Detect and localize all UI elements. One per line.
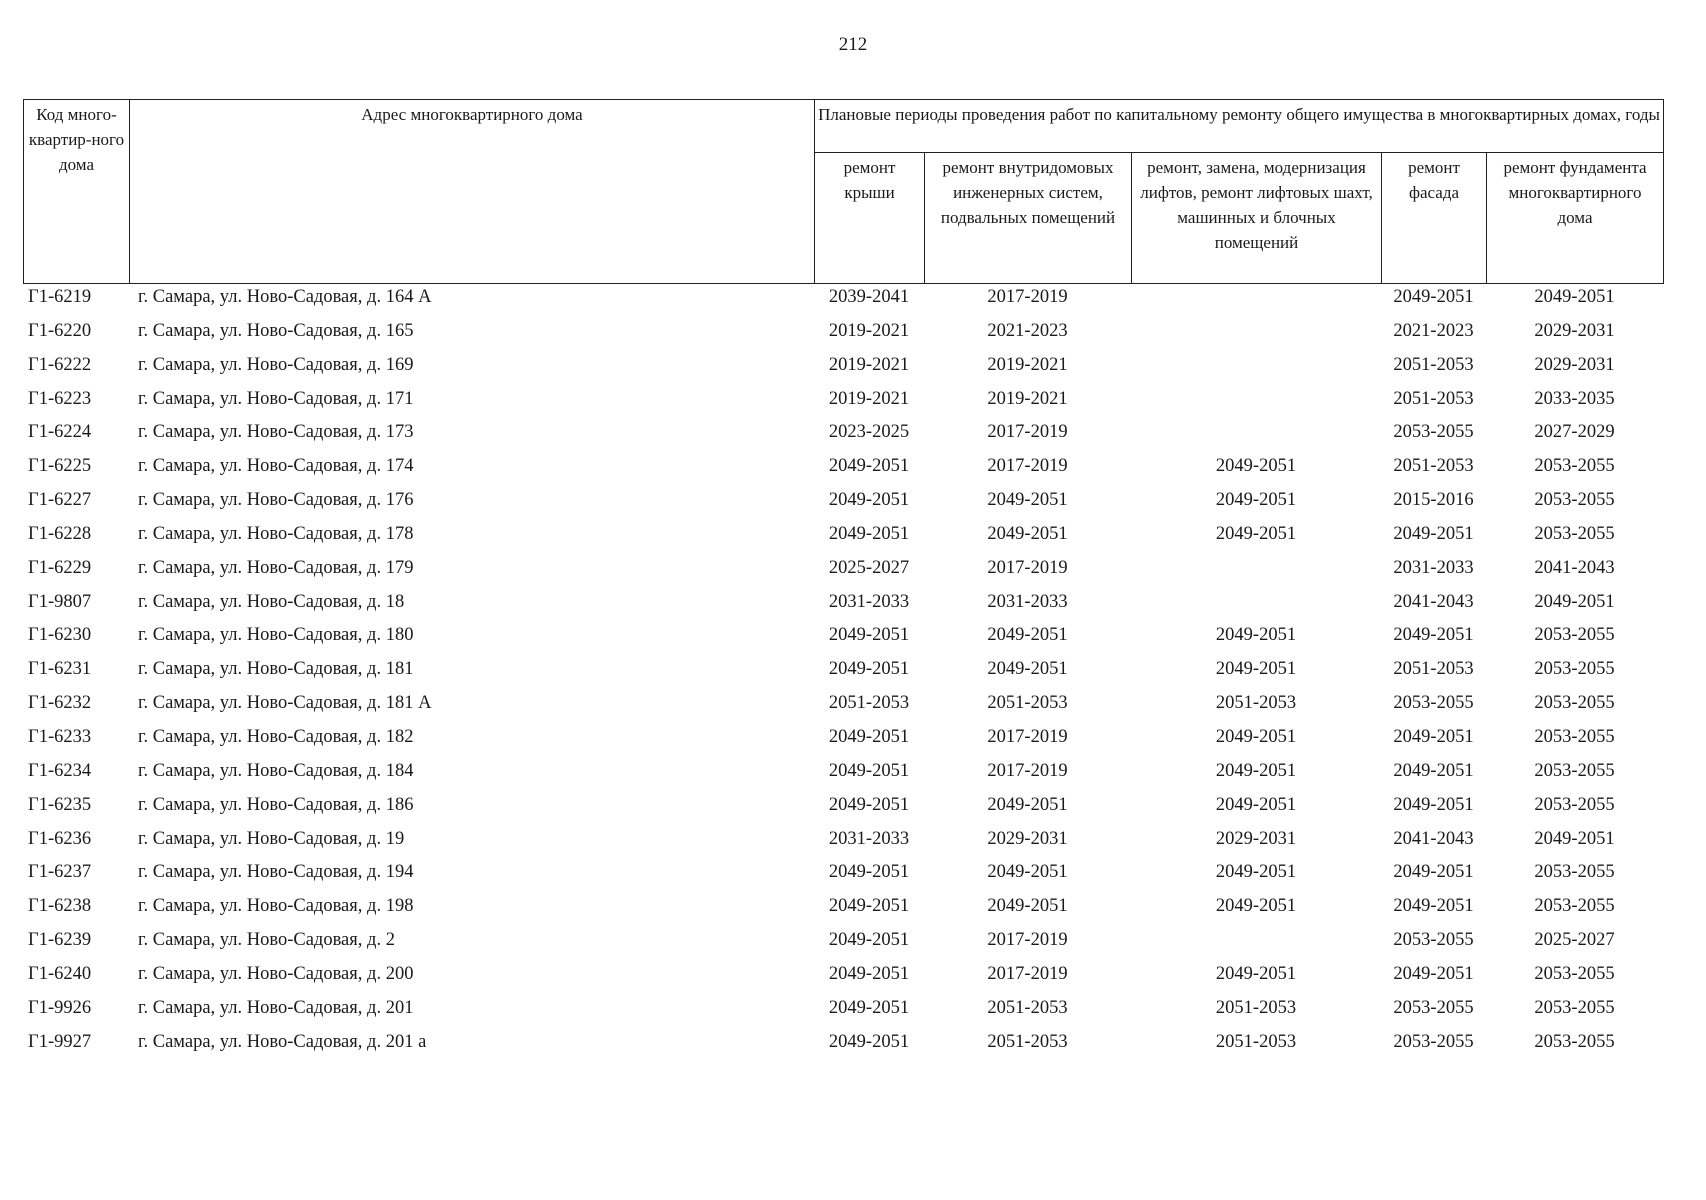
cell-code: Г1-6240 bbox=[28, 963, 92, 984]
cell-facade: 2049-2051 bbox=[1393, 287, 1474, 307]
cell-elevators bbox=[1131, 317, 1381, 351]
cell-facade: 2053-2055 bbox=[1393, 1031, 1474, 1052]
cell-address: г. Самара, ул. Ново-Садовая, д. 18 bbox=[138, 591, 405, 612]
cell-code: Г1-6231 bbox=[28, 659, 92, 680]
cell-roof: 2049-2051 bbox=[828, 659, 910, 680]
cell-code: Г1-6236 bbox=[28, 828, 92, 849]
cell-foundation: 2053-2055 bbox=[1534, 1031, 1615, 1052]
cell-foundation: 2049-2051 bbox=[1534, 591, 1615, 612]
cell-roof: 2039-2041 bbox=[828, 287, 910, 307]
cell-address: г. Самара, ул. Ново-Садовая, д. 201 bbox=[138, 997, 414, 1018]
table-row bbox=[23, 757, 1663, 791]
cell-elevators bbox=[1131, 351, 1381, 385]
header-elevators: ремонт, замена, модернизация лифтов, ремонт лифтовых шахт, машинных и блочных помещений bbox=[1132, 153, 1382, 284]
cell-elevators: 2049-2051 bbox=[1215, 726, 1297, 747]
cell-elevators: 2051-2053 bbox=[1215, 693, 1297, 714]
cell-roof: 2049-2051 bbox=[828, 726, 910, 747]
cell-foundation: 2053-2055 bbox=[1534, 659, 1615, 680]
header-periods: Плановые периоды проведения работ по капитальному ремонту общего имущества в многоквартирных домах, годы bbox=[815, 100, 1664, 153]
cell-facade: 2053-2055 bbox=[1393, 997, 1474, 1018]
cell-roof: 2049-2051 bbox=[828, 625, 910, 646]
cell-systems: 2017-2019 bbox=[987, 456, 1068, 477]
cell-facade: 2031-2033 bbox=[1393, 557, 1474, 578]
cell-code: Г1-6223 bbox=[28, 388, 92, 409]
header-systems: ремонт внутридомовых инженерных систем, подвальных помещений bbox=[925, 153, 1132, 284]
cell-address: г. Самара, ул. Ново-Садовая, д. 184 bbox=[138, 760, 414, 781]
table-row bbox=[23, 655, 1663, 689]
table-row bbox=[23, 554, 1663, 588]
cell-roof: 2025-2027 bbox=[828, 557, 910, 578]
table-row bbox=[23, 892, 1663, 926]
table-row bbox=[23, 858, 1663, 892]
cell-foundation: 2053-2055 bbox=[1534, 896, 1615, 917]
cell-facade: 2021-2023 bbox=[1393, 320, 1474, 341]
table-row bbox=[23, 520, 1663, 554]
cell-address: г. Самара, ул. Ново-Садовая, д. 174 bbox=[138, 456, 414, 477]
cell-code: Г1-6234 bbox=[28, 760, 92, 781]
cell-facade: 2053-2055 bbox=[1393, 930, 1474, 951]
cell-foundation: 2053-2055 bbox=[1534, 862, 1615, 883]
cell-code: Г1-6228 bbox=[28, 523, 92, 544]
cell-address: г. Самара, ул. Ново-Садовая, д. 179 bbox=[138, 557, 414, 578]
cell-systems: 2031-2033 bbox=[987, 591, 1068, 612]
cell-systems: 2017-2019 bbox=[987, 963, 1068, 984]
cell-foundation: 2053-2055 bbox=[1534, 963, 1615, 984]
cell-roof: 2049-2051 bbox=[828, 523, 910, 544]
table-header bbox=[23, 99, 1664, 284]
cell-address: г. Самара, ул. Ново-Садовая, д. 178 bbox=[138, 523, 414, 544]
cell-roof: 2031-2033 bbox=[828, 828, 910, 849]
cell-elevators: 2049-2051 bbox=[1215, 659, 1297, 680]
cell-code: Г1-9926 bbox=[28, 997, 92, 1018]
cell-facade: 2015-2016 bbox=[1393, 490, 1474, 511]
cell-foundation: 2053-2055 bbox=[1534, 490, 1615, 511]
cell-roof: 2049-2051 bbox=[828, 456, 910, 477]
cell-systems: 2017-2019 bbox=[987, 760, 1068, 781]
cell-systems: 2051-2053 bbox=[987, 997, 1068, 1018]
cell-roof: 2031-2033 bbox=[828, 591, 910, 612]
cell-elevators: 2051-2053 bbox=[1215, 997, 1297, 1018]
table-row bbox=[23, 283, 1663, 317]
cell-facade: 2049-2051 bbox=[1393, 625, 1474, 646]
table-row bbox=[23, 621, 1663, 655]
cell-systems: 2049-2051 bbox=[987, 625, 1068, 646]
header-address: Адрес многоквартирного дома bbox=[130, 100, 815, 284]
cell-address: г. Самара, ул. Ново-Садовая, д. 182 bbox=[138, 726, 414, 747]
cell-facade: 2049-2051 bbox=[1393, 760, 1474, 781]
table-row bbox=[23, 486, 1663, 520]
cell-foundation: 2049-2051 bbox=[1534, 828, 1615, 849]
cell-systems: 2029-2031 bbox=[987, 828, 1068, 849]
cell-roof: 2019-2021 bbox=[828, 354, 910, 375]
cell-facade: 2049-2051 bbox=[1393, 726, 1474, 747]
table-row bbox=[23, 825, 1663, 859]
cell-code: Г1-6229 bbox=[28, 557, 92, 578]
cell-address: г. Самара, ул. Ново-Садовая, д. 200 bbox=[138, 963, 414, 984]
table-row bbox=[23, 994, 1663, 1028]
cell-systems: 2049-2051 bbox=[987, 490, 1068, 511]
cell-elevators: 2051-2053 bbox=[1215, 1031, 1297, 1052]
cell-foundation: 2053-2055 bbox=[1534, 693, 1615, 714]
cell-address: г. Самара, ул. Ново-Садовая, д. 181 bbox=[138, 659, 414, 680]
cell-elevators: 2049-2051 bbox=[1215, 963, 1297, 984]
cell-foundation: 2053-2055 bbox=[1534, 456, 1615, 477]
table-row bbox=[23, 960, 1663, 994]
header-code: Код много-квартир-ного дома bbox=[24, 100, 130, 284]
table-row bbox=[23, 689, 1663, 723]
cell-foundation: 2053-2055 bbox=[1534, 760, 1615, 781]
cell-roof: 2049-2051 bbox=[828, 1031, 910, 1052]
cell-systems: 2049-2051 bbox=[987, 896, 1068, 917]
cell-facade: 2051-2053 bbox=[1393, 388, 1474, 409]
cell-elevators bbox=[1131, 926, 1381, 960]
cell-address: г. Самара, ул. Ново-Садовая, д. 198 bbox=[138, 896, 414, 917]
cell-systems: 2017-2019 bbox=[987, 726, 1068, 747]
cell-systems: 2051-2053 bbox=[987, 1031, 1068, 1052]
cell-elevators bbox=[1131, 283, 1381, 317]
cell-code: Г1-9807 bbox=[28, 591, 92, 612]
cell-code: Г1-9927 bbox=[28, 1031, 92, 1052]
cell-foundation: 2041-2043 bbox=[1534, 557, 1615, 578]
cell-address: г. Самара, ул. Ново-Садовая, д. 2 bbox=[138, 930, 395, 951]
cell-foundation: 2053-2055 bbox=[1534, 625, 1615, 646]
cell-address: г. Самара, ул. Ново-Садовая, д. 173 bbox=[138, 422, 414, 443]
cell-code: Г1-6227 bbox=[28, 490, 92, 511]
cell-elevators bbox=[1131, 418, 1381, 452]
cell-facade: 2051-2053 bbox=[1393, 659, 1474, 680]
cell-address: г. Самара, ул. Ново-Садовая, д. 176 bbox=[138, 490, 414, 511]
cell-roof: 2049-2051 bbox=[828, 794, 910, 815]
cell-address: г. Самара, ул. Ново-Садовая, д. 186 bbox=[138, 794, 414, 815]
cell-systems: 2049-2051 bbox=[987, 862, 1068, 883]
cell-roof: 2049-2051 bbox=[828, 760, 910, 781]
cell-address: г. Самара, ул. Ново-Садовая, д. 165 bbox=[138, 320, 414, 341]
cell-code: Г1-6222 bbox=[28, 354, 92, 375]
cell-systems: 2049-2051 bbox=[987, 523, 1068, 544]
cell-roof: 2049-2051 bbox=[828, 997, 910, 1018]
cell-roof: 2023-2025 bbox=[828, 422, 910, 443]
cell-roof: 2019-2021 bbox=[828, 320, 910, 341]
cell-elevators bbox=[1131, 588, 1381, 622]
table-row bbox=[23, 588, 1663, 622]
cell-address: г. Самара, ул. Ново-Садовая, д. 181 А bbox=[138, 693, 432, 714]
cell-address: г. Самара, ул. Ново-Садовая, д. 169 bbox=[138, 354, 414, 375]
cell-elevators: 2049-2051 bbox=[1215, 456, 1297, 477]
cell-elevators: 2049-2051 bbox=[1215, 625, 1297, 646]
cell-elevators bbox=[1131, 554, 1381, 588]
cell-elevators: 2049-2051 bbox=[1215, 760, 1297, 781]
cell-facade: 2049-2051 bbox=[1393, 862, 1474, 883]
cell-address: г. Самара, ул. Ново-Садовая, д. 171 bbox=[138, 388, 414, 409]
table-row bbox=[23, 452, 1663, 486]
cell-elevators: 2049-2051 bbox=[1215, 490, 1297, 511]
cell-foundation: 2029-2031 bbox=[1534, 320, 1615, 341]
cell-code: Г1-6224 bbox=[28, 422, 92, 443]
cell-code: Г1-6238 bbox=[28, 896, 92, 917]
cell-foundation: 2049-2051 bbox=[1534, 287, 1615, 307]
table-row bbox=[23, 317, 1663, 351]
cell-facade: 2049-2051 bbox=[1393, 963, 1474, 984]
cell-code: Г1-6232 bbox=[28, 693, 92, 714]
cell-roof: 2019-2021 bbox=[828, 388, 910, 409]
cell-address: г. Самара, ул. Ново-Садовая, д. 194 bbox=[138, 862, 414, 883]
cell-foundation: 2053-2055 bbox=[1534, 794, 1615, 815]
cell-elevators: 2049-2051 bbox=[1215, 794, 1297, 815]
table-row bbox=[23, 926, 1663, 960]
cell-code: Г1-6237 bbox=[28, 862, 92, 883]
table-row bbox=[23, 385, 1663, 419]
table-row bbox=[23, 791, 1663, 825]
cell-facade: 2051-2053 bbox=[1393, 354, 1474, 375]
cell-facade: 2041-2043 bbox=[1393, 591, 1474, 612]
cell-systems: 2019-2021 bbox=[987, 354, 1068, 375]
cell-roof: 2049-2051 bbox=[828, 490, 910, 511]
cell-systems: 2017-2019 bbox=[987, 930, 1068, 951]
cell-roof: 2049-2051 bbox=[828, 930, 910, 951]
header-roof: ремонт крыши bbox=[815, 153, 925, 284]
cell-foundation: 2025-2027 bbox=[1534, 930, 1615, 951]
cell-code: Г1-6230 bbox=[28, 625, 92, 646]
cell-address: г. Самара, ул. Ново-Садовая, д. 201 а bbox=[138, 1031, 427, 1052]
cell-foundation: 2033-2035 bbox=[1534, 388, 1615, 409]
cell-elevators: 2049-2051 bbox=[1215, 862, 1297, 883]
table-row bbox=[23, 351, 1663, 385]
cell-facade: 2051-2053 bbox=[1393, 456, 1474, 477]
cell-code: Г1-6220 bbox=[28, 320, 92, 341]
cell-address: г. Самара, ул. Ново-Садовая, д. 180 bbox=[138, 625, 414, 646]
cell-address: г. Самара, ул. Ново-Садовая, д. 19 bbox=[138, 828, 405, 849]
cell-systems: 2017-2019 bbox=[987, 422, 1068, 443]
cell-foundation: 2053-2055 bbox=[1534, 726, 1615, 747]
cell-address: г. Самара, ул. Ново-Садовая, д. 164 А bbox=[138, 287, 432, 307]
cell-systems: 2017-2019 bbox=[987, 557, 1068, 578]
cell-code: Г1-6225 bbox=[28, 456, 92, 477]
page-number: 212 bbox=[838, 34, 868, 55]
table-row bbox=[23, 723, 1663, 757]
cell-elevators: 2049-2051 bbox=[1215, 896, 1297, 917]
cell-systems: 2049-2051 bbox=[987, 794, 1068, 815]
cell-foundation: 2053-2055 bbox=[1534, 523, 1615, 544]
cell-code: Г1-6235 bbox=[28, 794, 92, 815]
cell-systems: 2017-2019 bbox=[987, 287, 1068, 307]
cell-systems: 2049-2051 bbox=[987, 659, 1068, 680]
cell-foundation: 2053-2055 bbox=[1534, 997, 1615, 1018]
cell-facade: 2053-2055 bbox=[1393, 422, 1474, 443]
cell-roof: 2049-2051 bbox=[828, 862, 910, 883]
cell-foundation: 2027-2029 bbox=[1534, 422, 1615, 443]
cell-facade: 2049-2051 bbox=[1393, 896, 1474, 917]
cell-roof: 2049-2051 bbox=[828, 963, 910, 984]
cell-elevators bbox=[1131, 385, 1381, 419]
cell-elevators: 2049-2051 bbox=[1215, 523, 1297, 544]
cell-code: Г1-6233 bbox=[28, 726, 92, 747]
table-row bbox=[23, 1028, 1663, 1062]
cell-facade: 2053-2055 bbox=[1393, 693, 1474, 714]
cell-facade: 2049-2051 bbox=[1393, 523, 1474, 544]
cell-facade: 2049-2051 bbox=[1393, 794, 1474, 815]
cell-elevators: 2029-2031 bbox=[1215, 828, 1297, 849]
cell-systems: 2021-2023 bbox=[987, 320, 1068, 341]
cell-facade: 2041-2043 bbox=[1393, 828, 1474, 849]
header-foundation: ремонт фундамента многоквартирного дома bbox=[1487, 153, 1664, 284]
cell-code: Г1-6239 bbox=[28, 930, 92, 951]
cell-systems: 2051-2053 bbox=[987, 693, 1068, 714]
header-facade: ремонт фасада bbox=[1382, 153, 1487, 284]
cell-systems: 2019-2021 bbox=[987, 388, 1068, 409]
cell-roof: 2049-2051 bbox=[828, 896, 910, 917]
cell-roof: 2051-2053 bbox=[828, 693, 910, 714]
cell-code: Г1-6219 bbox=[28, 287, 92, 307]
cell-foundation: 2029-2031 bbox=[1534, 354, 1615, 375]
table-row bbox=[23, 418, 1663, 452]
data-table bbox=[23, 283, 1663, 1061]
